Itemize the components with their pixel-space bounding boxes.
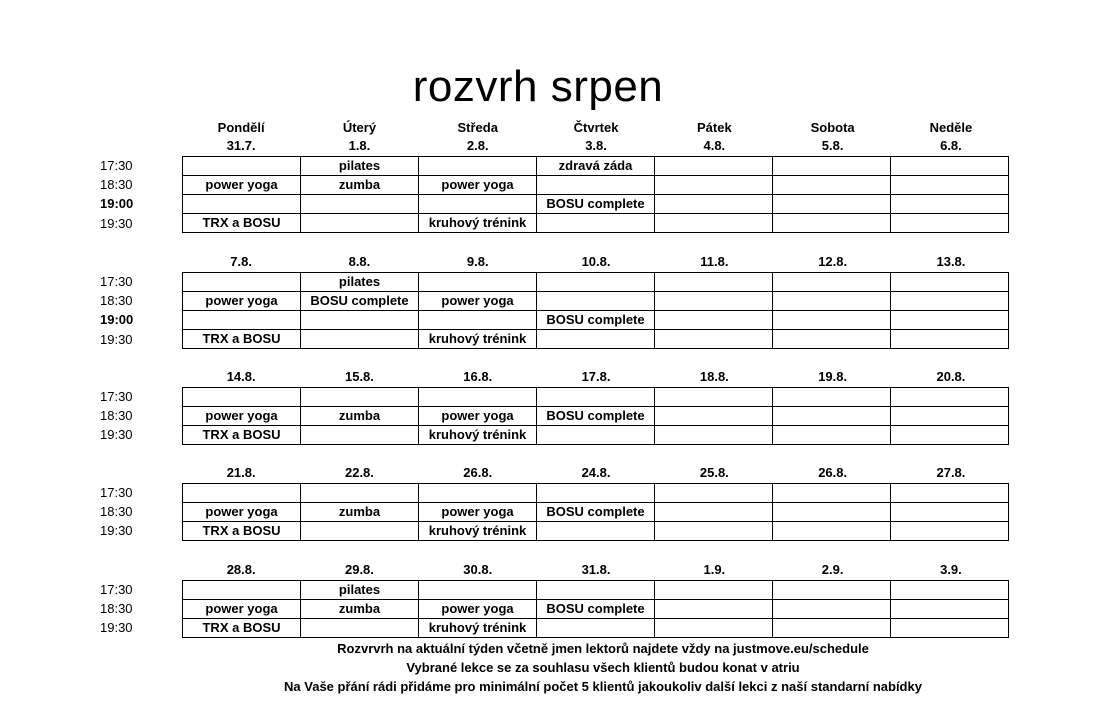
- schedule-cell: [419, 195, 537, 214]
- schedule-cell: power yoga: [183, 176, 301, 195]
- schedule-cell: [655, 426, 773, 445]
- schedule-cell: BOSU complete: [537, 195, 655, 214]
- time-label: 17:30: [100, 274, 133, 289]
- schedule-cell: [537, 581, 655, 600]
- schedule-cell: [419, 484, 537, 503]
- schedule-cell: [773, 330, 891, 349]
- date-label: 2.8.: [466, 138, 489, 153]
- schedule-cell: [891, 522, 1009, 541]
- schedule-cell: [655, 407, 773, 426]
- schedule-cell: TRX a BOSU: [183, 330, 301, 349]
- table-row: [183, 330, 1009, 349]
- schedule-cell: [537, 273, 655, 292]
- schedule-cell: [891, 292, 1009, 311]
- schedule-cell: power yoga: [183, 292, 301, 311]
- date-label: 6.8.: [940, 138, 962, 153]
- schedule-cell: [183, 273, 301, 292]
- date-label: 3.9.: [940, 562, 962, 577]
- table-row: [183, 292, 1009, 311]
- schedule-cell: [537, 426, 655, 445]
- schedule-cell: zumba: [301, 407, 419, 426]
- schedule-cell: power yoga: [183, 407, 301, 426]
- schedule-cell: [301, 214, 419, 233]
- schedule-cell: [419, 311, 537, 330]
- time-label: 18:30: [100, 504, 133, 520]
- schedule-cell: BOSU complete: [537, 407, 655, 426]
- schedule-cell: [891, 157, 1009, 176]
- schedule-cell: [891, 581, 1009, 600]
- date-label: 5.8.: [821, 138, 844, 153]
- schedule-cell: [655, 176, 773, 195]
- schedule-cell: [773, 484, 891, 503]
- day-name-3: Čtvrtek: [573, 120, 619, 135]
- schedule-cell: [655, 619, 773, 638]
- schedule-cell: [301, 426, 419, 445]
- time-label: 19:30: [100, 215, 133, 231]
- schedule-cell: zumba: [301, 176, 419, 195]
- schedule-cell: [773, 176, 891, 195]
- schedule-cell: [773, 311, 891, 330]
- schedule-cell: [655, 522, 773, 541]
- schedule-cell: [537, 619, 655, 638]
- schedule-cell: [891, 426, 1009, 445]
- schedule-cell: [537, 522, 655, 541]
- schedule-cell: pilates: [301, 273, 419, 292]
- schedule-cell: power yoga: [183, 600, 301, 619]
- schedule-cell: [891, 176, 1009, 195]
- table-row: [183, 600, 1009, 619]
- date-label: 19.8.: [818, 369, 848, 384]
- table-row: [183, 157, 1009, 176]
- schedule-cell: [773, 214, 891, 233]
- schedule-cell: kruhový trénink: [419, 330, 537, 349]
- date-label: 9.8.: [466, 254, 489, 269]
- schedule-cell: [891, 503, 1009, 522]
- day-name-2: Středa: [457, 120, 498, 135]
- schedule-cell: power yoga: [419, 176, 537, 195]
- schedule-cell: kruhový trénink: [419, 619, 537, 638]
- schedule-cell: [655, 157, 773, 176]
- date-label: 24.8.: [581, 465, 611, 480]
- date-label: 1.8.: [348, 138, 371, 153]
- schedule-cell: [301, 195, 419, 214]
- schedule-cell: pilates: [301, 581, 419, 600]
- table-row: [183, 426, 1009, 445]
- table-row: [183, 388, 1009, 407]
- time-label: 19:30: [100, 523, 133, 539]
- date-label: 3.8.: [585, 138, 607, 153]
- schedule-cell: [537, 292, 655, 311]
- schedule-cell: TRX a BOSU: [183, 619, 301, 638]
- schedule-cell: [891, 195, 1009, 214]
- schedule-cell: [419, 273, 537, 292]
- schedule-cell: [655, 581, 773, 600]
- schedule-cell: [891, 407, 1009, 426]
- schedule-cell: [773, 195, 891, 214]
- schedule-cell: kruhový trénink: [419, 214, 537, 233]
- footer-note-0: Rozvrvrh na aktuální týden včetně jmen lektorů najdete vždy na justmove.eu/schedule: [337, 641, 869, 656]
- schedule-cell: TRX a BOSU: [183, 426, 301, 445]
- schedule-cell: [891, 273, 1009, 292]
- schedule-cell: power yoga: [419, 503, 537, 522]
- week-table-2: [182, 387, 1009, 445]
- date-label: 27.8.: [936, 465, 966, 480]
- schedule-cell: [655, 388, 773, 407]
- schedule-cell: BOSU complete: [301, 292, 419, 311]
- schedule-cell: BOSU complete: [537, 600, 655, 619]
- time-label: 17:30: [100, 389, 133, 404]
- time-label: 17:30: [100, 485, 133, 500]
- date-label: 31.7.: [226, 138, 256, 153]
- table-row: [183, 214, 1009, 233]
- schedule-cell: kruhový trénink: [419, 426, 537, 445]
- date-label: 15.8.: [344, 369, 374, 384]
- schedule-cell: [537, 214, 655, 233]
- schedule-cell: [891, 600, 1009, 619]
- schedule-cell: [891, 311, 1009, 330]
- table-row: [183, 311, 1009, 330]
- time-label: 18:30: [100, 177, 133, 193]
- table-row: [183, 407, 1009, 426]
- schedule-cell: [183, 195, 301, 214]
- footer-note-1: Vybrané lekce se za souhlasu všech klientů budou konat v atriu: [406, 660, 800, 675]
- schedule-cell: [301, 522, 419, 541]
- date-label: 13.8.: [936, 254, 966, 269]
- schedule-cell: [773, 503, 891, 522]
- date-label: 17.8.: [581, 369, 611, 384]
- time-label: 19:30: [100, 331, 133, 347]
- schedule-cell: [183, 388, 301, 407]
- schedule-cell: power yoga: [183, 503, 301, 522]
- schedule-cell: TRX a BOSU: [183, 214, 301, 233]
- schedule-cell: zdravá záda: [537, 157, 655, 176]
- date-label: 12.8.: [818, 254, 848, 269]
- schedule-cell: [773, 407, 891, 426]
- date-label: 2.9.: [821, 562, 844, 577]
- date-label: 26.8.: [818, 465, 848, 480]
- schedule-cell: [773, 600, 891, 619]
- schedule-cell: [773, 522, 891, 541]
- schedule-cell: [773, 292, 891, 311]
- day-name-6: Neděle: [929, 120, 973, 135]
- table-row: [183, 581, 1009, 600]
- schedule-cell: [183, 484, 301, 503]
- schedule-cell: [655, 292, 773, 311]
- date-label: 25.8.: [699, 465, 729, 480]
- day-name-0: Pondělí: [217, 120, 265, 135]
- date-label: 11.8.: [700, 254, 729, 269]
- schedule-cell: [537, 484, 655, 503]
- schedule-cell: [419, 157, 537, 176]
- date-label: 16.8.: [463, 369, 493, 384]
- date-label: 30.8.: [463, 562, 493, 577]
- footer-note-2: Na Vaše přání rádi přidáme pro minimální počet 5 klientů jakoukoliv další lekci z naší standarní nabídky: [284, 679, 922, 694]
- schedule-cell: [655, 600, 773, 619]
- day-name-1: Úterý: [342, 120, 377, 135]
- schedule-cell: BOSU complete: [537, 311, 655, 330]
- schedule-cell: kruhový trénink: [419, 522, 537, 541]
- schedule-cell: zumba: [301, 503, 419, 522]
- schedule-cell: [183, 157, 301, 176]
- date-label: 28.8.: [226, 562, 256, 577]
- schedule-cell: [655, 214, 773, 233]
- time-label: 18:30: [100, 408, 133, 424]
- table-row: [183, 619, 1009, 638]
- schedule-cell: [537, 388, 655, 407]
- schedule-cell: [891, 388, 1009, 407]
- schedule-cell: [301, 388, 419, 407]
- schedule-cell: [537, 330, 655, 349]
- schedule-cell: [301, 484, 419, 503]
- day-name-4: Pátek: [696, 120, 732, 135]
- schedule-cell: [773, 157, 891, 176]
- schedule-cell: [891, 214, 1009, 233]
- table-row: [183, 503, 1009, 522]
- schedule-cell: [655, 195, 773, 214]
- date-label: 31.8.: [581, 562, 611, 577]
- schedule-cell: [773, 581, 891, 600]
- table-row: [183, 522, 1009, 541]
- time-label: 18:30: [100, 293, 133, 309]
- date-label: 29.8.: [344, 562, 374, 577]
- schedule-cell: [537, 176, 655, 195]
- schedule-cell: [891, 484, 1009, 503]
- schedule-cell: [655, 330, 773, 349]
- schedule-cell: BOSU complete: [537, 503, 655, 522]
- schedule-cell: [655, 484, 773, 503]
- schedule-cell: [655, 273, 773, 292]
- date-label: 21.8.: [226, 465, 256, 480]
- date-label: 14.8.: [226, 369, 256, 384]
- time-label: 19:30: [100, 620, 133, 636]
- date-label: 26.8.: [463, 465, 493, 480]
- time-label: 19:00: [100, 196, 134, 212]
- schedule-cell: [183, 311, 301, 330]
- time-label: 17:30: [100, 158, 133, 173]
- date-label: 20.8.: [936, 369, 966, 384]
- schedule-cell: [773, 388, 891, 407]
- week-table-1: [182, 272, 1009, 349]
- schedule-cell: [301, 330, 419, 349]
- schedule-cell: TRX a BOSU: [183, 522, 301, 541]
- schedule-cell: power yoga: [419, 600, 537, 619]
- schedule-cell: [655, 311, 773, 330]
- day-name-5: Sobota: [810, 120, 855, 135]
- date-label: 4.8.: [703, 138, 726, 153]
- schedule-cell: [183, 581, 301, 600]
- week-table-0: [182, 156, 1009, 233]
- date-label: 1.9.: [703, 562, 726, 577]
- date-label: 18.8.: [699, 369, 729, 384]
- date-label: 8.8.: [348, 254, 371, 269]
- table-row: [183, 484, 1009, 503]
- schedule-cell: [773, 273, 891, 292]
- schedule-cell: [891, 619, 1009, 638]
- week-table-4: [182, 580, 1009, 638]
- schedule-cell: [891, 330, 1009, 349]
- schedule-cell: [419, 581, 537, 600]
- table-row: [183, 273, 1009, 292]
- table-row: [183, 195, 1009, 214]
- time-label: 18:30: [100, 601, 133, 617]
- schedule-cell: [301, 619, 419, 638]
- time-label: 19:30: [100, 427, 133, 443]
- schedule-cell: [773, 619, 891, 638]
- schedule-cell: [773, 426, 891, 445]
- time-label: 17:30: [100, 582, 133, 597]
- schedule-cell: power yoga: [419, 292, 537, 311]
- page-title: rozvrh srpen: [412, 62, 664, 111]
- schedule-cell: [655, 503, 773, 522]
- schedule-cell: [301, 311, 419, 330]
- date-label: 10.8.: [581, 254, 611, 269]
- date-label: 7.8.: [230, 254, 252, 269]
- schedule-cell: pilates: [301, 157, 419, 176]
- date-label: 22.8.: [344, 465, 374, 480]
- schedule-cell: zumba: [301, 600, 419, 619]
- schedule-cell: power yoga: [419, 407, 537, 426]
- table-row: [183, 176, 1009, 195]
- time-label: 19:00: [100, 312, 134, 328]
- week-table-3: [182, 483, 1009, 541]
- schedule-cell: [419, 388, 537, 407]
